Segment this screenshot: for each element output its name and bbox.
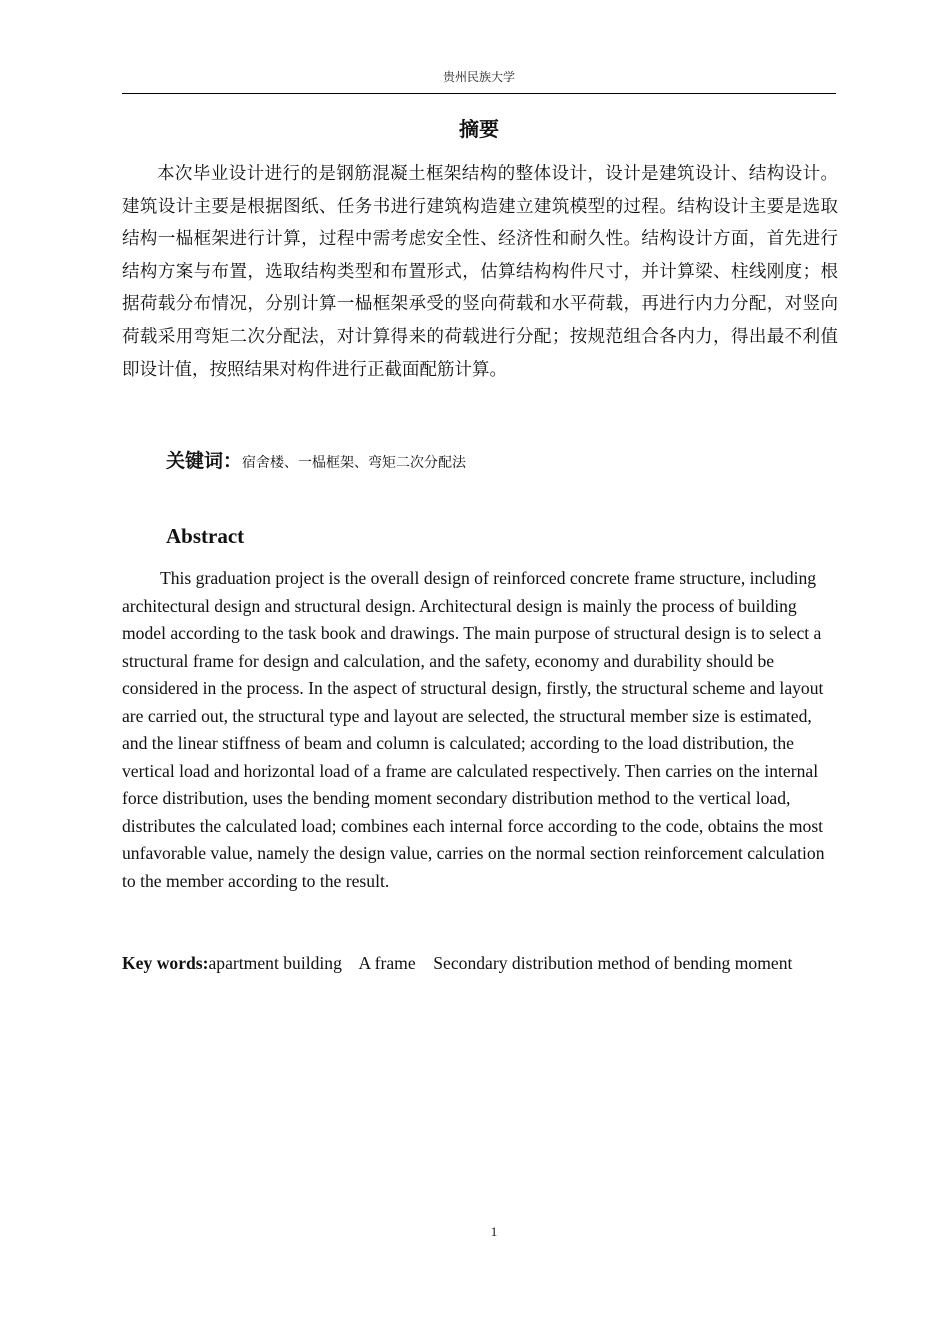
chinese-keywords-text: 宿舍楼、一榀框架、弯矩二次分配法 [242,455,467,471]
page-number: 1 [490,1224,498,1239]
english-abstract-title: Abstract [166,524,245,548]
header-university: 贵州民族大学 [442,70,515,84]
english-keywords [122,950,802,978]
page-header [122,66,836,94]
chinese-abstract-title: 摘要 [459,117,499,141]
chinese-keywords [166,446,836,478]
chinese-abstract-body: 本次毕业设计进行的是钢筋混凝土框架结构的整体设计，设计是建筑设计、结构设计。建筑设计主要是根据图纸、任务书进行建筑构造建立建筑模型的过程。结构设计主要是选取结构一榀框架进行计算，过程中需考虑安全性、经济性和耐久性。结构设计方面，首先进行结构方案与布置，选取结构类型和布置形式，估算结构构件尺寸，并计算梁、柱线刚度；根据荷载分布情况，分别计算一榀框架承受的竖向荷载和水平荷载，再进行内力分配，对竖向荷载采用弯矩二次分配法，对计算得来的荷载进行分配；按规范组合各内力，得出最不利值即设计值，按照结果对构件进行正截面配筋计算。 [122,164,838,380]
english-keywords-label: Key words: [122,953,209,973]
english-abstract-body: This graduation project is the overall design of reinforced concrete frame structure, including architectural design and structural design. Architectural design is mainly the process of building model according to the task book and drawings. The main purpose of structural design is to select a structural frame for design and calculation, and the safety, economy and durability should be considered in the process. In the aspect of structural design, firstly, the structural scheme and layout are carried out, the structural type and layout are selected, the structural member size is estimated, and the linear stiffness of beam and column is calculated; according to the load distribution, the vertical load and horizontal load of a frame are calculated respectively. Then carries on the internal force distribution, uses the bending moment secondary distribution method to the vertical load, distributes the calculated load; combines each internal force according to the code, obtains the most unfavorable value, namely the design value, carries on the normal section reinforcement calculation to the member according to the result. [122,568,825,892]
chinese-keywords-label: 关键词： [166,450,243,472]
english-keywords-text: apartment building A frame Secondary distribution method of bending moment [208,953,793,973]
